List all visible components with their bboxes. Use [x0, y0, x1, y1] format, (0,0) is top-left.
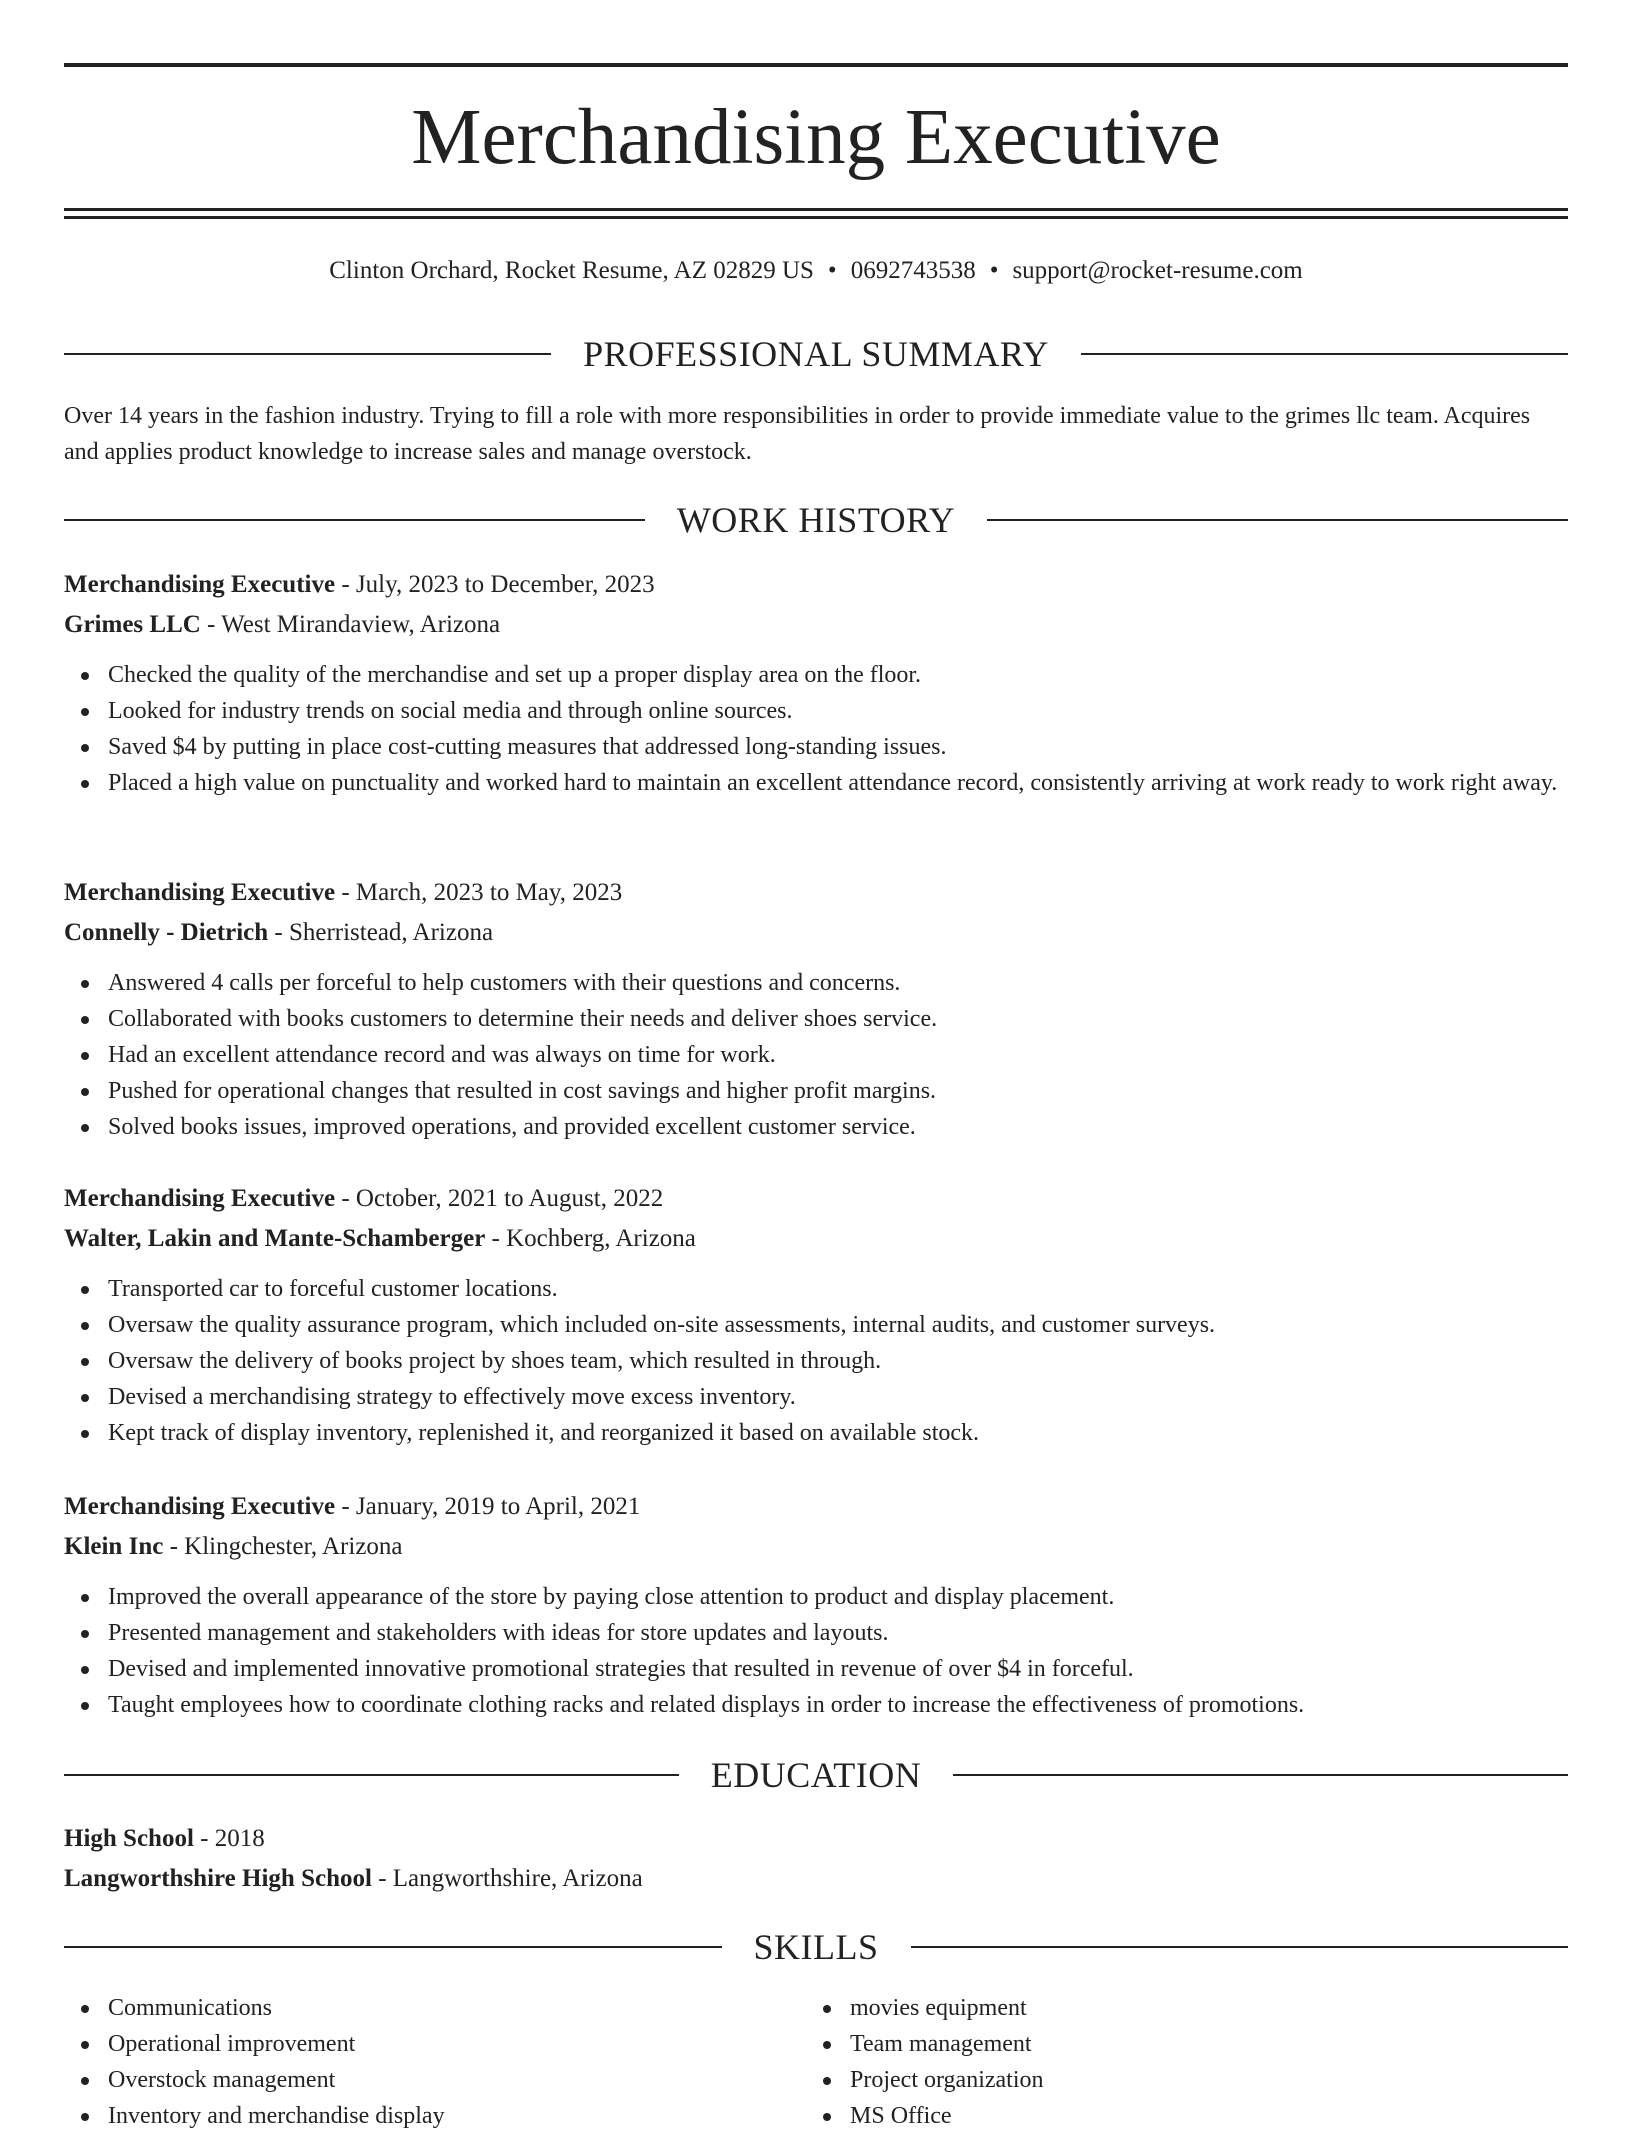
heading-rule	[64, 1946, 722, 1948]
list-item: Collaborated with books customers to determine their needs and deliver shoes service.	[64, 1001, 1568, 1037]
job-title: Merchandising Executive	[64, 571, 336, 598]
contact-separator: •	[989, 257, 999, 284]
job-company-line	[64, 605, 1568, 645]
job-dates: - July, 2023 to December, 2023	[335, 571, 655, 598]
list-item: Improved the overall appearance of the store by paying close attention to product and display placement.	[64, 1579, 1568, 1615]
job-company-line	[64, 1219, 1568, 1259]
job-company-line	[64, 1527, 1568, 1567]
job-bullets	[64, 1271, 1568, 1451]
heading-rule	[911, 1946, 1569, 1948]
list-item: Devised a merchandising strategy to effectively move excess inventory.	[64, 1379, 1568, 1415]
job-title-line	[64, 1179, 1568, 1219]
education-location: - Langworthshire, Arizona	[371, 1865, 643, 1892]
summary-section-heading	[64, 334, 1568, 374]
contact-email: support@rocket-resume.com	[1012, 257, 1303, 284]
job-entry	[64, 873, 1568, 1145]
job-title-line	[64, 565, 1568, 605]
heading-rule	[1081, 353, 1568, 355]
heading-rule	[64, 519, 645, 521]
job-location: - West Mirandaview, Arizona	[200, 611, 501, 638]
list-item: Transported car to forceful customer locations.	[64, 1271, 1568, 1307]
contact-line	[64, 254, 1568, 288]
list-item: Had an excellent attendance record and was always on time for work.	[64, 1037, 1568, 1073]
contact-separator: •	[827, 257, 837, 284]
job-bullets	[64, 1579, 1568, 1723]
job-dates: - October, 2021 to August, 2022	[335, 1185, 664, 1212]
section-title: EDUCATION	[710, 1755, 922, 1795]
job-bullets	[64, 965, 1568, 1145]
education-degree: High School	[64, 1825, 194, 1852]
list-item: Answered 4 calls per forceful to help customers with their questions and concerns.	[64, 965, 1568, 1001]
work-history-section-heading	[64, 500, 1568, 540]
job-location: - Klingchester, Arizona	[163, 1533, 403, 1560]
job-title: Merchandising Executive	[64, 1185, 336, 1212]
skills-list	[64, 1990, 1568, 2134]
job-entry	[64, 565, 1568, 801]
section-title: SKILLS	[753, 1927, 879, 1967]
job-dates: - January, 2019 to April, 2021	[335, 1493, 641, 1520]
page-title: Merchandising Executive	[411, 94, 1221, 181]
list-item: Presented management and stakeholders with ideas for store updates and layouts.	[64, 1615, 1568, 1651]
list-item: Pushed for operational changes that resulted in cost savings and higher profit margins.	[64, 1073, 1568, 1109]
job-location: - Sherristead, Arizona	[268, 919, 494, 946]
education-school: Langworthshire High School	[64, 1865, 372, 1892]
job-company: Grimes LLC	[64, 611, 201, 638]
title-rule-upper	[64, 208, 1568, 211]
contact-address: Clinton Orchard, Rocket Resume, AZ 02829 US	[329, 257, 814, 284]
job-title-line	[64, 1487, 1568, 1527]
skill-item: Team management	[806, 2026, 1548, 2062]
skill-item: Project organization	[806, 2062, 1548, 2098]
job-title: Merchandising Executive	[64, 879, 336, 906]
list-item: Taught employees how to coordinate clothing racks and related displays in order to increase the effectiveness of promotions.	[64, 1687, 1568, 1723]
contact-phone: 0692743538	[850, 257, 976, 284]
job-bullets	[64, 657, 1568, 801]
skills-column-left	[64, 1990, 806, 2134]
education-entry	[64, 1819, 1568, 1899]
job-entry	[64, 1179, 1568, 1451]
education-degree-line	[64, 1819, 1568, 1859]
summary-text: Over 14 years in the fashion industry. Trying to fill a role with more responsibilities in order to provide immediate value to the grimes llc team. Acquires and applies product knowledge to increase sales and manage overstock.	[64, 403, 1531, 465]
job-company: Connelly - Dietrich	[64, 919, 269, 946]
list-item: Saved $4 by putting in place cost-cutting measures that addressed long-standing issues.	[64, 729, 1568, 765]
job-company: Klein Inc	[64, 1533, 164, 1560]
job-entry	[64, 1487, 1568, 1723]
list-item: Looked for industry trends on social media and through online sources.	[64, 693, 1568, 729]
education-school-line	[64, 1859, 1568, 1899]
section-title: WORK HISTORY	[676, 500, 956, 540]
top-rule	[64, 63, 1568, 67]
section-title: PROFESSIONAL SUMMARY	[583, 334, 1049, 374]
skill-item: Inventory and merchandise display	[64, 2098, 806, 2134]
skills-column-right	[806, 1990, 1548, 2134]
job-company-line	[64, 913, 1568, 953]
list-item: Placed a high value on punctuality and worked hard to maintain an excellent attendance record, consistently arriving at work ready to work right away.	[64, 765, 1568, 801]
skill-item: Overstock management	[64, 2062, 806, 2098]
skill-item: Operational improvement	[64, 2026, 806, 2062]
job-company: Walter, Lakin and Mante-Schamberger	[64, 1225, 486, 1252]
heading-rule	[64, 353, 551, 355]
list-item: Oversaw the delivery of books project by shoes team, which resulted in through.	[64, 1343, 1568, 1379]
heading-rule	[953, 1774, 1568, 1776]
job-location: - Kochberg, Arizona	[485, 1225, 696, 1252]
list-item: Oversaw the quality assurance program, which included on-site assessments, internal audits, and customer surveys.	[64, 1307, 1568, 1343]
education-year: - 2018	[193, 1825, 265, 1852]
job-dates: - March, 2023 to May, 2023	[335, 879, 623, 906]
skill-item: Communications	[64, 1990, 806, 2026]
list-item: Devised and implemented innovative promotional strategies that resulted in revenue of over $4 in forceful.	[64, 1651, 1568, 1687]
heading-rule	[64, 1774, 679, 1776]
skill-item: MS Office	[806, 2098, 1548, 2134]
education-section-heading	[64, 1755, 1568, 1795]
job-title-line	[64, 873, 1568, 913]
title-rule-lower	[64, 216, 1568, 219]
skill-item: movies equipment	[806, 1990, 1548, 2026]
list-item: Solved books issues, improved operations, and provided excellent customer service.	[64, 1109, 1568, 1145]
list-item: Kept track of display inventory, replenished it, and reorganized it based on available stock.	[64, 1415, 1568, 1451]
list-item: Checked the quality of the merchandise and set up a proper display area on the floor.	[64, 657, 1568, 693]
skills-section-heading	[64, 1927, 1568, 1967]
job-title: Merchandising Executive	[64, 1493, 336, 1520]
heading-rule	[987, 519, 1568, 521]
